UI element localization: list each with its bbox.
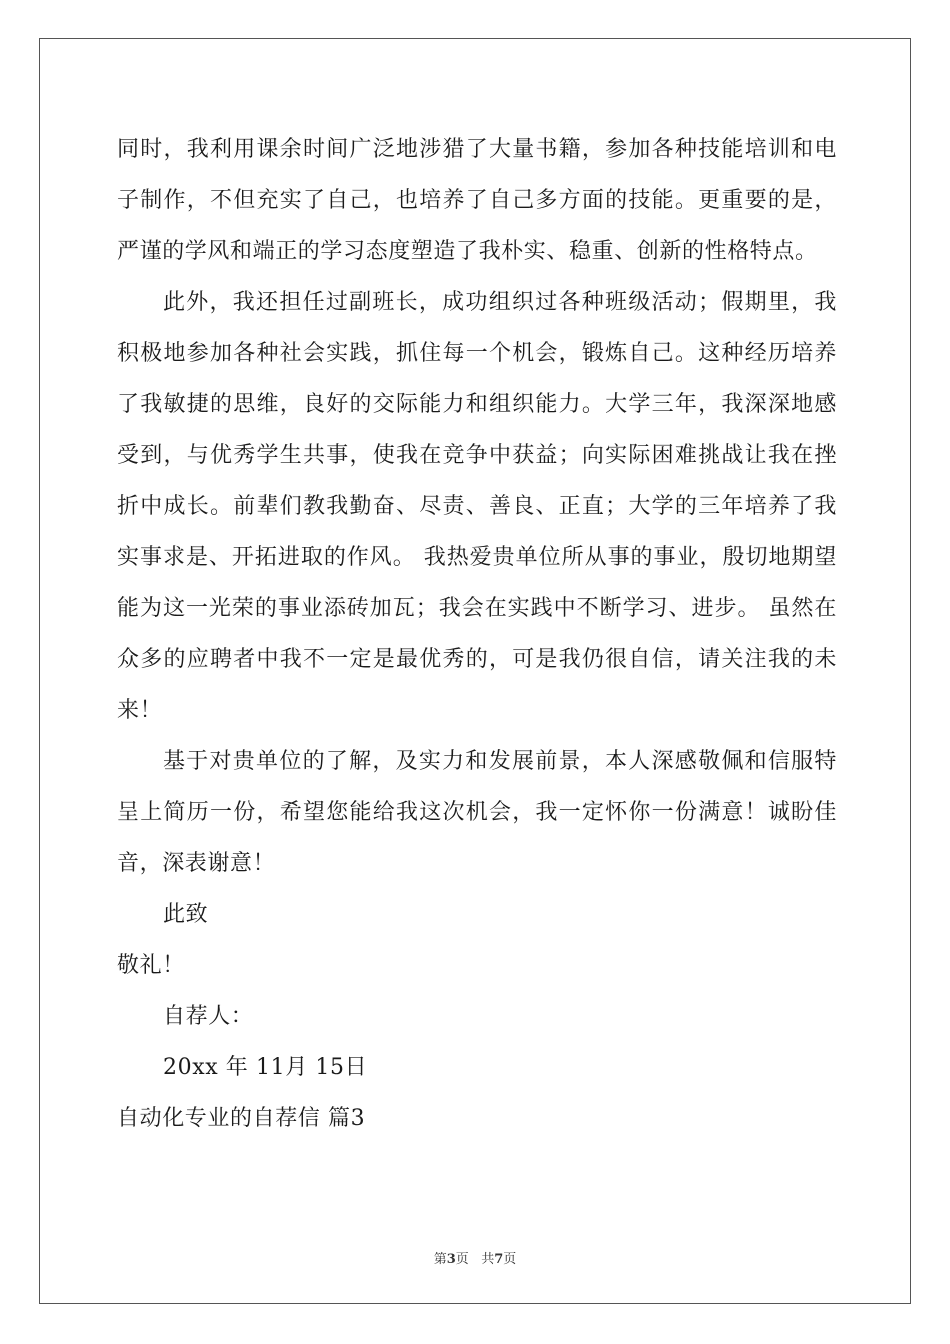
letter-date: 20xx 年 11月 15日 (163, 1055, 368, 1080)
signature-label: 自荐人： (163, 1004, 254, 1029)
next-section-heading: 自动化专业的自荐信 篇3 (117, 1106, 366, 1131)
total-page-number: 7 (494, 1252, 504, 1267)
total-prefix: 共 (481, 1252, 495, 1267)
page-suffix: 页 (455, 1252, 469, 1267)
total-suffix: 页 (503, 1252, 517, 1267)
paragraph-request: 基于对贵单位的了解，及实力和发展前景，本人深感敬佩和信服特呈上简历一份，希望您能给我这次机会，我一定怀你一份满意！诚盼佳音，深表谢意！ (117, 749, 837, 876)
closing-phrase: 此致 (163, 902, 209, 927)
letter-body (117, 124, 837, 1144)
paragraph-skills: 同时，我利用课余时间广泛地涉猎了大量书籍，参加各种技能培训和电子制作，不但充实了自己，也培养了自己多方面的技能。更重要的是，严谨的学风和端正的学习态度塑造了我朴实、稳重、创新的性格特点。 (117, 137, 837, 264)
page-prefix: 第 (433, 1252, 447, 1267)
salute-phrase: 敬礼！ (117, 953, 185, 978)
page-footer (0, 1248, 950, 1267)
current-page-number: 3 (446, 1252, 456, 1267)
paragraph-experience: 此外，我还担任过副班长，成功组织过各种班级活动；假期里，我积极地参加各种社会实践，抓住每一个机会，锻炼自己。这种经历培养了我敏捷的思维，良好的交际能力和组织能力。大学三年，我深深地感受到，与优秀学生共事，使我在竞争中获益；向实际困难挑战让我在挫折中成长。前辈们教我勤奋、尽责、善良、正直；大学的三年培养了我实事求是、开拓进取的作风。 我热爱贵单位所从事的事业，殷切地期望能为这一光荣的事业添砖加瓦；我会在实践中不断学习、进步。 虽然在众多的应聘者中我不一定是最优秀的，可是我仍很自信，请关注我的未来！ (117, 290, 837, 723)
